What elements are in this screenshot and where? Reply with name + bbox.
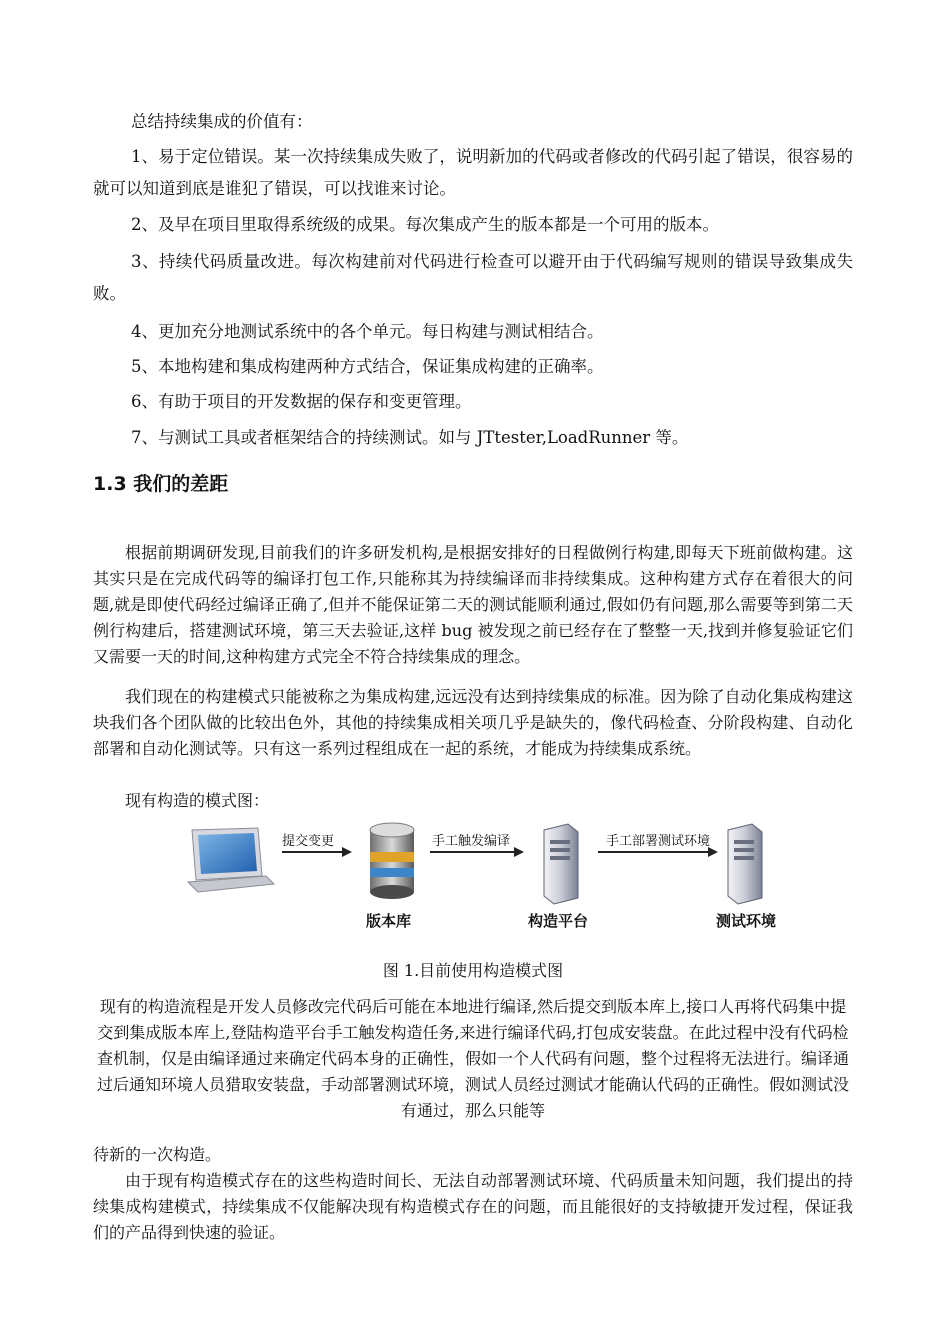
figure-intro: 现有构造的模式图： bbox=[125, 791, 270, 810]
test-server-icon bbox=[728, 824, 762, 904]
current-flow-paragraph: 现有的构造流程是开发人员修改完代码后可能在本地进行编译,然后提交到版本库上,接口人再将代码集中提交到集成版本库上,登陆构造平台手工触发构造任务,来进行编译代码,打包成安装盘。在此过程中没有代码检查机制，仅是由编译通过来确定代码本身的正确性，假如一个人代码有问题，整个过程将无法进行。编译通过后通知环境人员猎取安装盘，手动部署测试环境，测试人员经过测试才能确认代码的正确性。假如测试没有通过，那么只能等 bbox=[96, 997, 849, 1120]
arrow-label-deploy: 手工部署测试环境 bbox=[606, 834, 711, 849]
figure-caption: 图 1.目前使用构造模式图 bbox=[382, 961, 564, 980]
section-heading: 1.3 我们的差距 bbox=[93, 473, 229, 495]
summary-item-2: 2、及早在项目里取得系统级的成果。每次集成产生的版本都是一个可用的版本。 bbox=[131, 215, 719, 234]
summary-item-7: 7、与测试工具或者框架结合的持续测试。如与 JTtester,LoadRunner 等。 bbox=[131, 428, 689, 447]
laptop-icon bbox=[188, 828, 274, 892]
arrow-label-submit: 提交变更 bbox=[282, 834, 335, 849]
summary-item-3: 3、持续代码质量改进。每次构建前对代码进行检查可以避开由于代码编写规则的错误导致集成失败。 bbox=[93, 252, 853, 303]
summary-intro: 总结持续集成的价值有： bbox=[131, 112, 313, 131]
gap-paragraph-2: 我们现在的构建模式只能被称之为集成构建,远远没有达到持续集成的标准。因为除了自动化集成构建这块我们各个团队做的比较出色外，其他的持续集成相关项几乎是缺失的，像代码检查、分阶段构建、自动化部署和自动化测试等。只有这一系列过程组成在一起的系统，才能成为持续集成系统。 bbox=[93, 687, 853, 758]
arrow-label-compile: 手工触发编译 bbox=[432, 834, 511, 849]
build-server-icon bbox=[544, 824, 578, 904]
summary-item-1: 1、易于定位错误。某一次持续集成失败了，说明新加的代码或者修改的代码引起了错误，很容易的就可以知道到底是谁犯了错误，可以找谁来讨论。 bbox=[93, 147, 853, 198]
summary-item-4: 4、更加充分地测试系统中的各个单元。每日构建与测试相结合。 bbox=[131, 322, 604, 341]
database-icon bbox=[370, 823, 414, 899]
node-label-build-platform: 构造平台 bbox=[528, 912, 589, 930]
node-label-repository: 版本库 bbox=[366, 912, 412, 930]
summary-item-6: 6、有助于项目的开发数据的保存和变更管理。 bbox=[131, 392, 472, 411]
summary-item-5: 5、本地构建和集成构建两种方式结合，保证集成构建的正确率。 bbox=[131, 357, 604, 376]
gap-paragraph-1: 根据前期调研发现,目前我们的许多研发机构,是根据安排好的日程做例行构建,即每天下班前做构建。这其实只是在完成代码等的编译打包工作,只能称其为持续编译而非持续集成。这种构建方式存在着很大的问题,就是即使代码经过编译正确了,但并不能保证第二天的测试能顺利通过,假如仍有问题,那么需要等到第二天例行构建后，搭建测试环境，第三天去验证,这样 bug 被发现之前已经存在了整整一天,找到并修复验证它们又需要一天的时间,这种构建方式完全不符合持续集成的理念。 bbox=[93, 543, 853, 666]
build-pattern-figure bbox=[170, 818, 810, 938]
node-label-test-env: 测试环境 bbox=[716, 912, 777, 930]
current-flow-paragraph-tail: 待新的一次构造。 bbox=[93, 1145, 222, 1164]
proposal-paragraph: 由于现有构造模式存在的这些构造时间长、无法自动部署测试环境、代码质量未知问题，我们提出的持续集成构建模式，持续集成不仅能解决现有构造模式存在的问题，而且能很好的支持敏捷开发过程，保证我们的产品得到快速的验证。 bbox=[93, 1171, 853, 1242]
